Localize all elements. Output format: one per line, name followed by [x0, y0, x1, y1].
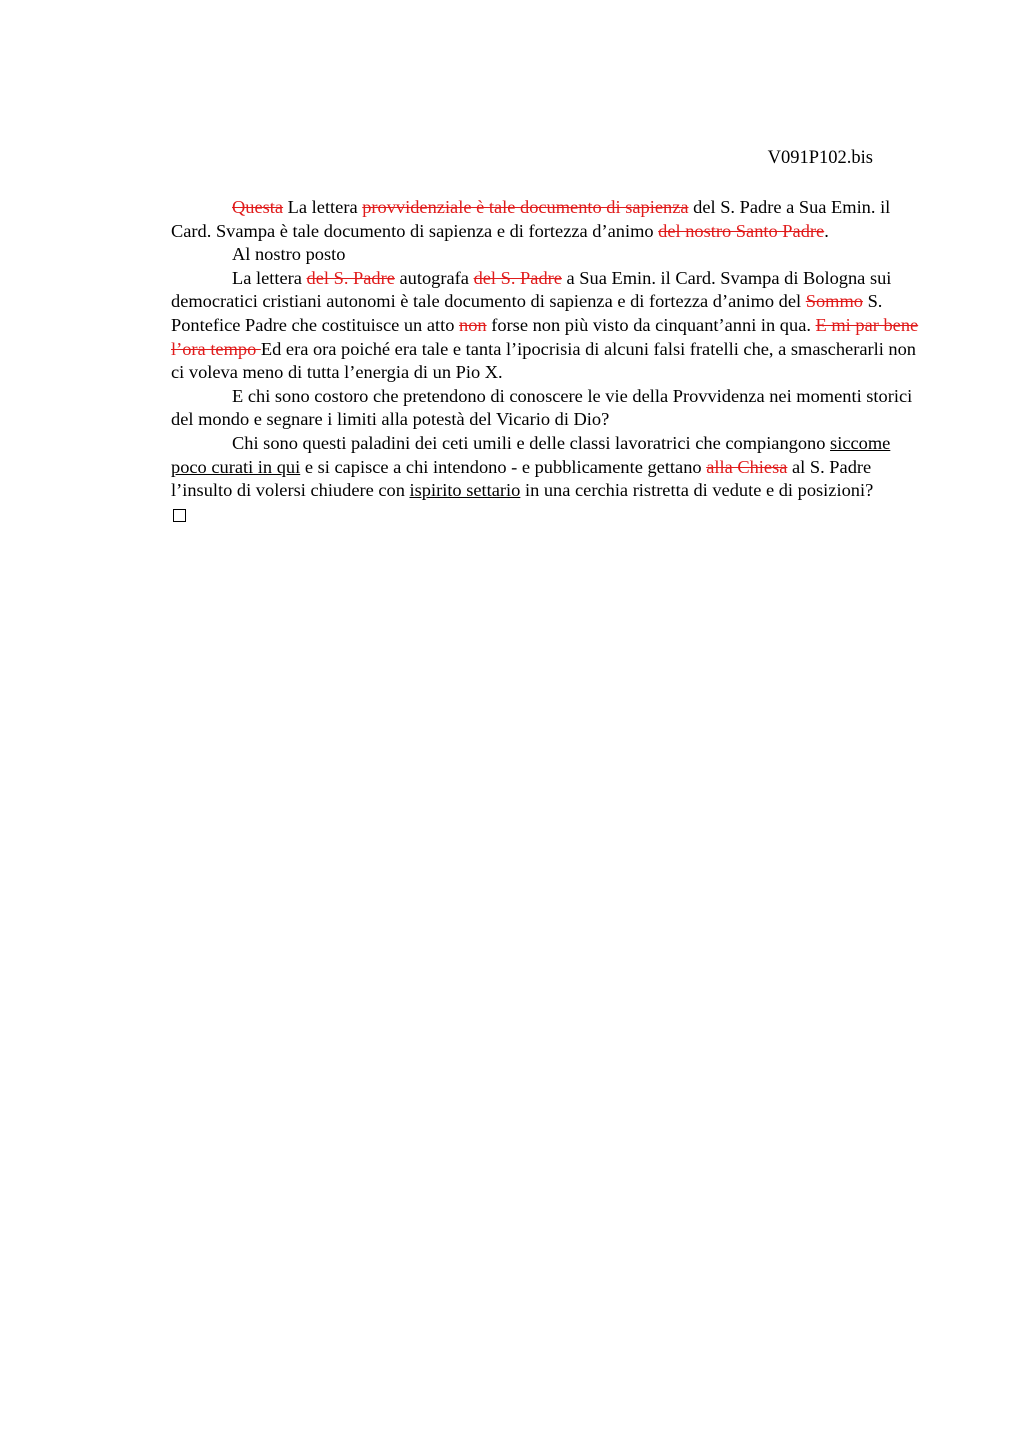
text-segment: Al nostro posto: [232, 244, 346, 265]
underlined-text: ispirito settario: [409, 480, 521, 501]
text-segment: del S. Padre a Sua Emin. il Card. Svampa è tale documento di sapienza e di fortezza d’animo: [171, 197, 891, 241]
text-segment: .: [824, 220, 829, 241]
deleted-text: E mi par bene l’ora tempo: [171, 314, 919, 359]
paragraph-1: [171, 196, 927, 243]
underlined-text: siccome poco curati in qui: [171, 432, 891, 477]
text-segment: Chi sono questi paladini dei ceti umili e delle classi lavoratrici che compiangono: [232, 432, 831, 453]
paragraph-5: [171, 432, 927, 503]
deleted-text: provvidenziale è tale documento di sapienza: [362, 197, 689, 217]
paragraph-4: [171, 385, 927, 432]
text-segment: a Sua Emin. il Card. Svampa di Bologna sui democratici cristiani autonomi è tale documento di sapienza e di fortezza d’animo del: [171, 267, 892, 312]
text-segment: e si capisce a chi intendono - e pubblicamente gettano: [300, 456, 707, 477]
text-segment: Ed era ora poiché era tale e tanta l’ipocrisia di alcuni falsi fratelli che, a smascherarli non ci voleva meno di tutta l’energia di un Pio X.: [171, 338, 917, 383]
text-segment: al S. Padre l’insulto di volersi chiudere con: [171, 456, 872, 501]
text-segment: S. Pontefice Padre che costituisce un atto: [171, 291, 883, 335]
paragraph-2: [171, 243, 927, 267]
deleted-text: alla Chiesa: [706, 456, 788, 477]
text-segment: La lettera: [283, 197, 363, 217]
deleted-text: Sommo: [805, 291, 863, 312]
deleted-text: del S. Padre: [306, 267, 395, 288]
text-segment: autografa: [394, 267, 474, 288]
text-segment: La lettera: [232, 267, 307, 288]
text-segment: forse non più visto da cinquant’anni in qua.: [486, 314, 816, 335]
deleted-text: del nostro Santo Padre: [658, 220, 825, 241]
deleted-text: Questa: [232, 197, 284, 217]
deleted-text: del S. Padre: [473, 267, 562, 288]
text-segment: in una cerchia ristretta di vedute e di posizioni?: [520, 480, 874, 501]
document-body: [171, 196, 927, 522]
end-of-document-box-icon: [173, 509, 186, 522]
paragraph-3: [171, 267, 927, 385]
text-segment: E chi sono costoro che pretendono di conoscere le vie della Provvidenza nei momenti storici del mondo e segnare i limiti alla potestà del Vicario di Dio?: [171, 385, 913, 430]
document-id: V091P102.bis: [767, 148, 873, 168]
deleted-text: non: [459, 314, 487, 335]
